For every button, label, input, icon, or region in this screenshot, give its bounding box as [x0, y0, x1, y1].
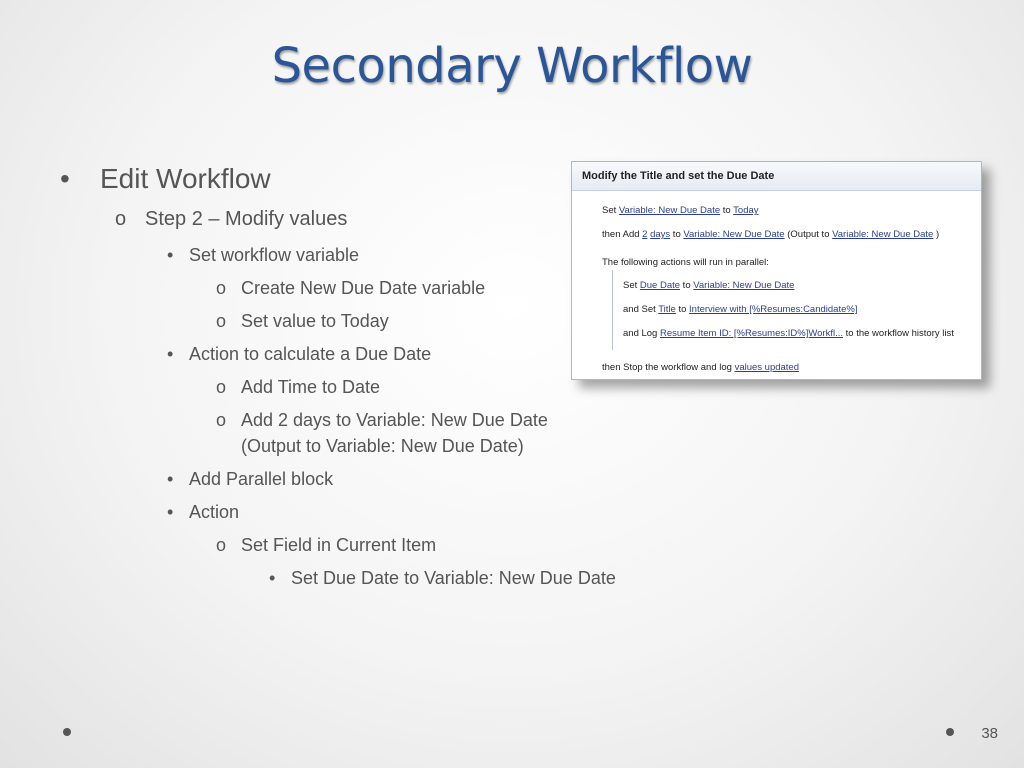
footer-dot-right — [946, 728, 954, 736]
workflow-line-set-title: and Set Title to Interview with [%Resumes:Candidate%] — [623, 304, 858, 315]
link-today[interactable]: Today — [733, 205, 759, 216]
link-output-variable[interactable]: Variable: New Due Date — [832, 229, 934, 240]
workflow-step-panel — [571, 161, 982, 380]
bullet-marker: • — [167, 245, 174, 265]
link-due-date[interactable]: Due Date — [639, 280, 681, 291]
workflow-line-set-due-date: Set Due Date to Variable: New Due Date — [623, 280, 795, 291]
link-2[interactable]: 2 — [642, 229, 648, 240]
link-title[interactable]: Title — [658, 304, 676, 315]
footer-dot-left — [63, 728, 71, 736]
link-days[interactable]: days — [650, 229, 671, 240]
link-variable-new-due-date[interactable]: Variable: New Due Date — [618, 205, 721, 216]
circle-marker: o — [216, 311, 227, 331]
parallel-block-bar — [612, 270, 613, 350]
link-interview-with[interactable]: Interview with [%Resumes:Candidate%] — [689, 304, 858, 315]
workflow-line-add-days: then Add 2 days to Variable: New Due Date (Output to Variable: New Due Date ) — [602, 229, 940, 240]
link-variable-new-due-date[interactable]: Variable: New Due Date — [693, 280, 795, 291]
circle-marker: o — [115, 208, 127, 230]
workflow-line-stop: then Stop the workflow and log values updated — [602, 362, 800, 373]
circle-marker: o — [216, 377, 227, 397]
link-resume-item-id[interactable]: Resume Item ID: [%Resumes:ID%]Workfl... — [659, 328, 843, 339]
workflow-line-parallel: The following actions will run in parallel: — [602, 257, 769, 268]
workflow-line-log: and Log Resume Item ID: [%Resumes:ID%]Workfl... to the workflow history list — [623, 328, 954, 339]
bullet-marker: • — [269, 568, 276, 588]
circle-marker: o — [216, 410, 227, 430]
slide-title: Secondary Workflow — [271, 38, 753, 94]
workflow-step-header: Modify the Title and set the Due Date — [572, 162, 981, 191]
link-variable-new-due-date[interactable]: Variable: New Due Date — [683, 229, 785, 240]
bullet-marker: • — [167, 344, 174, 364]
page-number: 38 — [981, 725, 998, 742]
bullet-marker: • — [60, 163, 70, 194]
circle-marker: o — [216, 535, 227, 555]
bullet-marker: • — [167, 469, 174, 489]
circle-marker: o — [216, 278, 227, 298]
bullet-marker: • — [167, 502, 174, 522]
workflow-line-set-variable: Set Variable: New Due Date to Today — [602, 205, 759, 216]
link-values-updated[interactable]: values updated — [734, 362, 800, 373]
